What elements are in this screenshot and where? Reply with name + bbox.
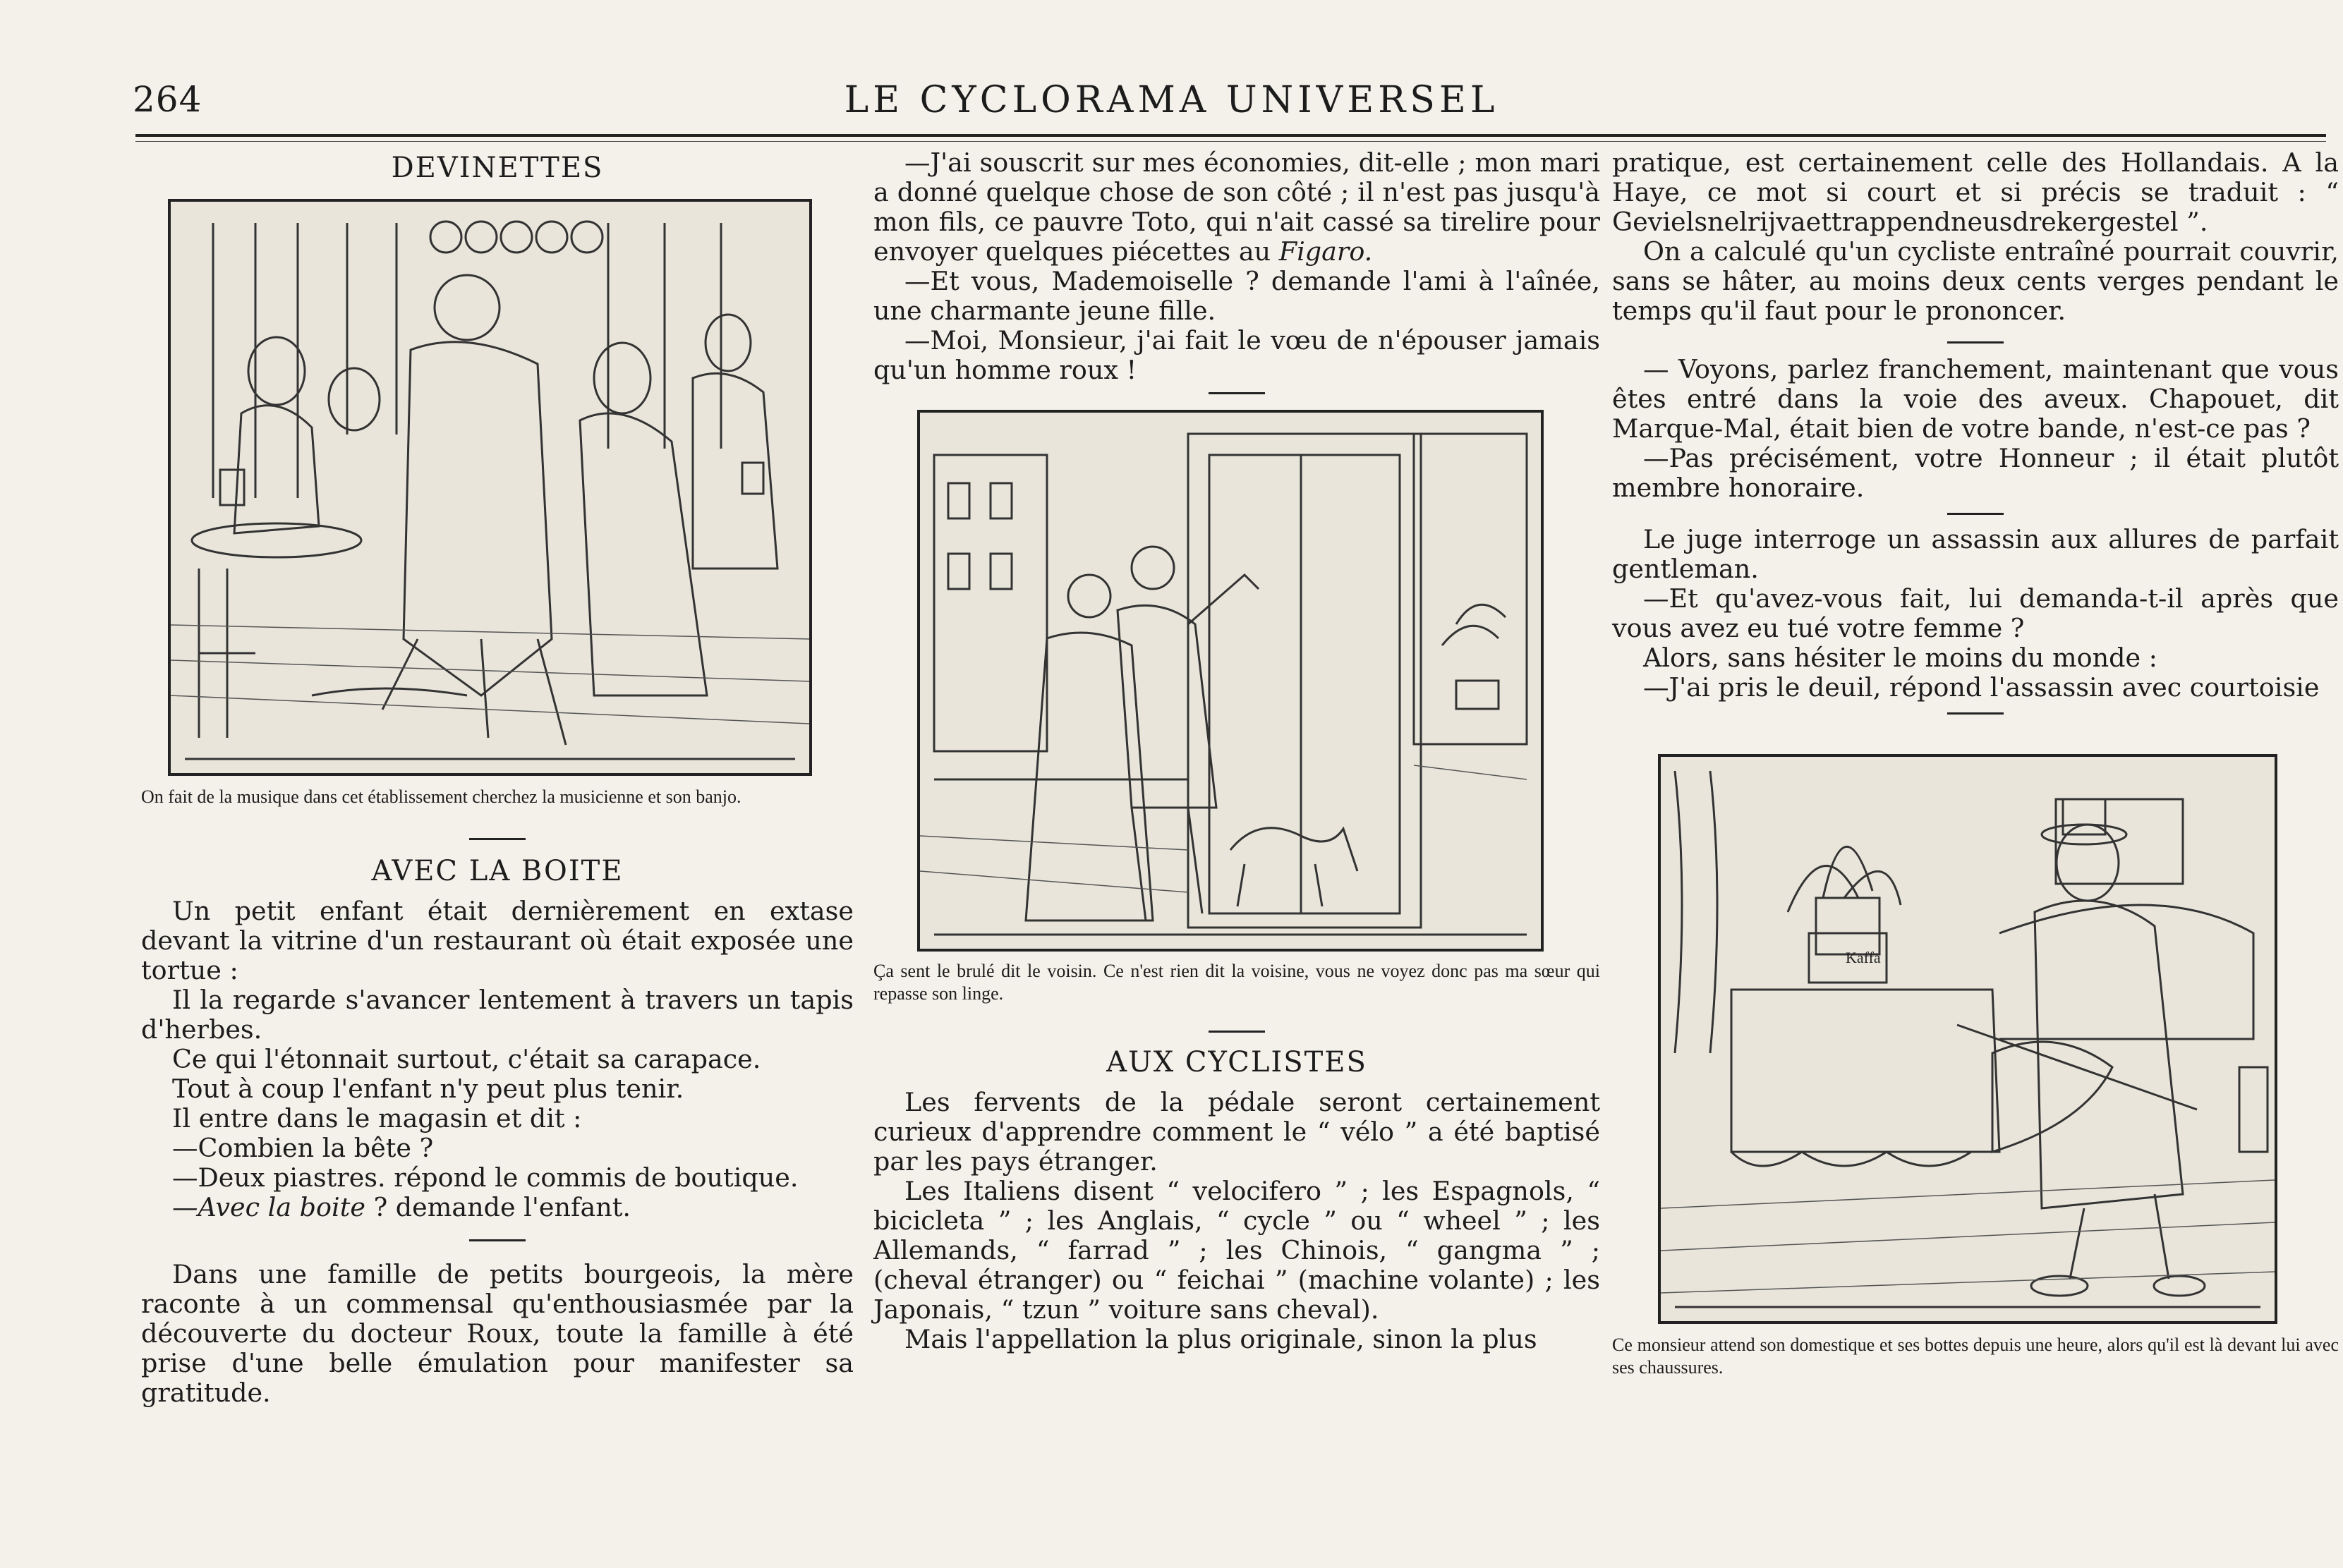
avec-la-boite-story	[141, 897, 854, 1222]
separator	[1947, 712, 2004, 715]
dialogue-rest: ? demande l'enfant.	[365, 1192, 631, 1222]
paragraph: Il entre dans le magasin et dit :	[172, 1103, 582, 1134]
left-column	[141, 148, 854, 1408]
voyons-paragraph: — Voyons, parlez franchement, maintenant que vous êtes entré dans la voie des aveux. Chapouet, dit Marque-Mal, était bien de votre bande, n'est-ce pas ?	[1612, 354, 2339, 444]
souscrit-paragraph	[873, 148, 1600, 267]
juge-paragraph: Le juge interroge un assassin aux allures de parfait gentleman.	[1612, 524, 2339, 584]
souscrit-text: —J'ai souscrit sur mes économies, dit-elle ; mon mari a donné quelque chose de son côté ; il n'est pas jusqu'à mon fils, ce pauvre Toto, qui n'ait cassé sa tirelire pour envoyer quelques piécettes au	[873, 147, 1600, 267]
avec-la-boite-title: AVEC LA BOITE	[371, 855, 624, 887]
cyclistes-paragraph-1: Les fervents de la pédale seront certainement curieux d'apprendre comment le “ vélo ” a été baptisé par les pays étranger.	[873, 1087, 1600, 1177]
separator	[1209, 1031, 1265, 1033]
running-title: LE CYCLORAMA UNIVERSEL	[844, 79, 1499, 121]
header-rule-thin	[135, 141, 2326, 142]
header-rule	[135, 134, 2326, 137]
separator	[1947, 513, 2004, 515]
illustration-kitchen	[917, 410, 1544, 952]
page-number: 264	[133, 79, 202, 120]
middle-column	[873, 148, 1600, 1354]
precisement-paragraph: —Pas précisément, votre Honneur ; il était plutôt membre honoraire.	[1612, 443, 2339, 503]
illustration-music-hall	[168, 199, 812, 776]
kitchen-drawing	[920, 413, 1541, 949]
cyclistes-paragraph-2: Les Italiens disent “ velocifero ” ; les Espagnols, “ bicicleta ” ; les Anglais, “ cycle ” ou “ wheel ” ; les Allemands, “ farrad ” ; les Chinois, “ gangma ” ; (cheval étranger) ou “ feichai ” (machine volante) ; les Japonais, “ tzun ” voiture sans cheval).	[873, 1176, 1600, 1325]
kaffa-box-label: Kaffa	[1846, 949, 1881, 966]
dialogue-line: —Combien la bête ?	[172, 1133, 434, 1163]
waiting-man-drawing	[1661, 757, 2275, 1321]
pratique-paragraph: pratique, est certainement celle des Hollandais. A la Haye, ce mot si court et si précis se traduit : “ Gevielsnelrijvaettrappendneusdrekergestel ”.	[1612, 147, 2339, 237]
separator	[469, 838, 526, 840]
caption-waiting-man: Ce monsieur attend son domestique et ses bottes depuis une heure, alors qu'il est là devant lui avec ses chaussures.	[1612, 1335, 2339, 1378]
separator	[469, 1239, 526, 1241]
paragraph: Ce qui l'étonnait surtout, c'était sa carapace.	[172, 1044, 761, 1074]
cyclistes-paragraph-3: Mais l'appellation la plus originale, sinon la plus	[904, 1324, 1537, 1354]
dialogue-line: —Deux piastres. répond le commis de boutique.	[172, 1162, 799, 1193]
devinettes-title: DEVINETTES	[391, 152, 604, 184]
paragraph: Tout à coup l'enfant n'y peut plus tenir.	[172, 1074, 684, 1104]
avec-la-boite-italic: —Avec la boite	[172, 1192, 365, 1222]
aux-cyclistes-title: AUX CYCLISTES	[1106, 1046, 1367, 1078]
mademoiselle-paragraph: —Et vous, Mademoiselle ? demande l'ami à l'aînée, une charmante jeune fille.	[873, 266, 1600, 326]
separator	[1947, 341, 2004, 344]
paragraph: Un petit enfant était dernièrement en extase devant la vitrine d'un restaurant où était exposée une tortue :	[141, 896, 854, 985]
quavez-paragraph: —Et qu'avez-vous fait, lui demanda-t-il après que vous avez eu tué votre femme ?	[1612, 583, 2339, 643]
moi-paragraph: —Moi, Monsieur, j'ai fait le vœu de n'épouser jamais qu'un homme roux !	[873, 325, 1600, 385]
deuil-paragraph: —J'ai pris le deuil, répond l'assassin avec courtoisie	[1643, 672, 2320, 703]
calcule-paragraph: On a calculé qu'un cycliste entraîné pourrait couvrir, sans se hâter, au moins deux cents verges pendant le temps qu'il faut pour le prononcer.	[1612, 236, 2339, 326]
caption-kitchen: Ça sent le brulé dit le voisin. Ce n'est rien dit la voisine, vous ne voyez donc pas ma sœur qui repasse son linge.	[873, 961, 1600, 1004]
separator	[1209, 392, 1265, 394]
dialogue-line	[141, 1193, 854, 1222]
alors-paragraph: Alors, sans hésiter le moins du monde :	[1643, 643, 2157, 673]
paragraph: Il la regarde s'avancer lentement à travers un tapis d'herbes.	[141, 985, 854, 1045]
figaro-italic: Figaro.	[1278, 236, 1373, 267]
famille-paragraph: Dans une famille de petits bourgeois, la mère raconte à un commensal qu'enthousiasmée par la découverte du docteur Roux, toute la famille à été prise d'une belle émulation pour manifester sa gratitude.	[141, 1259, 854, 1408]
music-hall-drawing	[171, 202, 809, 773]
caption-music-hall: On fait de la musique dans cet établissement cherchez la musicienne et son banjo.	[141, 786, 741, 807]
right-column	[1612, 148, 2339, 1379]
illustration-waiting-man	[1658, 754, 2277, 1324]
